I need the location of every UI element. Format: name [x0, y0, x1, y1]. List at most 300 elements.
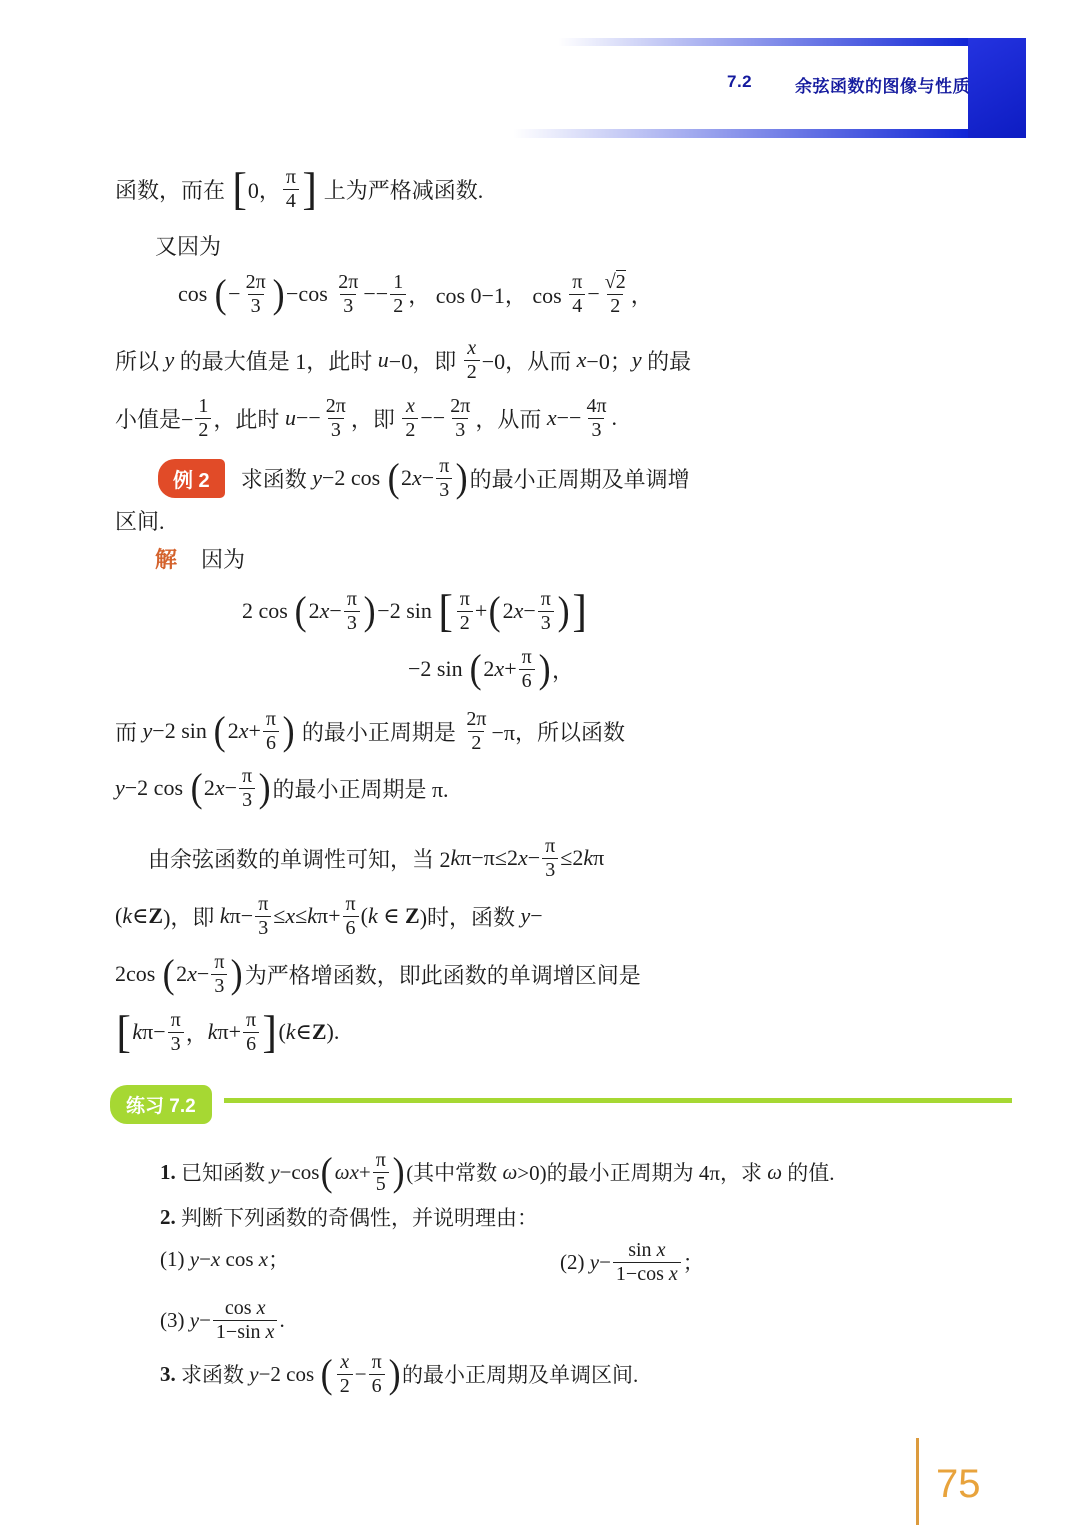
text-run: )，即 — [163, 904, 220, 930]
math-fraction — [569, 271, 585, 317]
math-fraction — [243, 271, 269, 317]
text-line — [115, 762, 449, 814]
fraction-numerator: π — [572, 271, 583, 294]
math-fraction — [335, 271, 361, 317]
text-run: cos — [220, 1246, 259, 1271]
big-paren: ) — [258, 765, 271, 810]
equation-line — [178, 262, 653, 326]
math-fraction — [255, 893, 271, 939]
math-var: x — [214, 775, 225, 800]
math-var: x — [668, 1262, 678, 1285]
big-bracket: [ — [231, 163, 247, 214]
math-fraction — [464, 337, 480, 383]
text-run: + — [358, 1159, 371, 1184]
math-var: k — [307, 903, 317, 928]
fraction-denominator: 6 — [519, 669, 535, 692]
fraction-denominator: 3 — [255, 916, 271, 939]
math-var: k — [207, 1019, 218, 1044]
text-run: ( — [278, 1019, 286, 1044]
text-run: sin — [628, 1239, 657, 1262]
text-run: + — [504, 656, 517, 681]
text-run: (2) — [560, 1249, 590, 1274]
math-var: x — [517, 845, 528, 870]
fraction-denominator: 6 — [263, 731, 279, 754]
text-run: − — [199, 1246, 211, 1271]
text-run: ， — [630, 282, 653, 308]
text-run: 由余弦函数的单调性可知，当 2 — [148, 846, 451, 872]
math-fraction — [337, 1351, 353, 1397]
math-var: y — [142, 718, 153, 743]
math-var: x — [238, 718, 249, 743]
text-run: 的值. — [782, 1161, 835, 1185]
fraction-numerator: π — [258, 893, 269, 916]
text-run: 1−sin — [215, 1320, 266, 1343]
fraction-denominator: 3 — [344, 611, 360, 634]
text-run: 上为严格减函数. — [318, 177, 484, 203]
math-fraction — [239, 765, 255, 811]
big-paren: ) — [231, 951, 244, 996]
text-run: −2 sin — [408, 656, 469, 681]
exercise-number: 2. — [160, 1204, 176, 1229]
text-run: 求函数 — [175, 1363, 250, 1387]
text-run: 2 — [176, 961, 188, 986]
text-run: cos — [178, 281, 213, 306]
fraction-numerator: x — [340, 1351, 350, 1374]
header-title: 余弦函数的图像与性质 — [795, 77, 970, 96]
fraction-denominator: 6 — [243, 1032, 259, 1055]
text-run: 2 — [483, 656, 495, 681]
text-run: ≤ — [295, 903, 308, 928]
sqrt-overline: 2 — [615, 271, 626, 294]
math-var: y — [164, 347, 175, 372]
big-paren: ) — [282, 708, 295, 753]
text-run: 1−cos — [615, 1262, 669, 1285]
math-fraction — [373, 1149, 389, 1195]
fraction-denominator — [213, 1320, 278, 1343]
math-var: x — [187, 961, 197, 986]
math-fraction — [538, 588, 554, 634]
math-var: y — [115, 775, 125, 800]
big-paren: ) — [392, 1149, 405, 1194]
text-run: . — [611, 405, 618, 430]
math-var: ω — [767, 1159, 783, 1184]
math-fraction — [168, 1009, 184, 1055]
math-var: x — [349, 1159, 359, 1184]
text-run: 0， — [247, 177, 281, 203]
text-run: 的最小正周期是 — [296, 719, 462, 745]
math-var: x — [319, 598, 330, 623]
fraction-numerator: π — [545, 835, 556, 858]
text-run: + — [474, 598, 488, 623]
fraction-numerator — [602, 271, 629, 293]
page-number: 75 — [936, 1462, 981, 1506]
text-run: −2 sin — [377, 598, 438, 623]
math-var: x — [412, 465, 422, 490]
math-fraction — [390, 271, 406, 317]
text-line — [115, 333, 691, 387]
fraction-denominator: 2 — [457, 611, 473, 634]
math-var: k — [219, 903, 230, 928]
fraction-numerator — [222, 1297, 269, 1319]
text-run: 2cos — [115, 961, 161, 986]
math-var: y — [249, 1361, 259, 1386]
header-blue-box — [968, 38, 1026, 138]
fraction-denominator: 3 — [239, 788, 255, 811]
fraction-numerator: π — [375, 1149, 386, 1172]
math-var: x — [210, 1246, 221, 1271]
text-run: −− — [295, 405, 321, 430]
text-run: >0)的最小正周期为 4π，求 — [517, 1161, 768, 1185]
practice-rule — [224, 1098, 1012, 1103]
math-fraction — [602, 271, 629, 317]
fraction-denominator: 2 — [390, 294, 406, 317]
math-fraction — [323, 395, 349, 441]
math-fraction — [344, 588, 360, 634]
text-run: ( — [360, 903, 368, 928]
text-run: −0； — [586, 348, 632, 374]
exercise-line — [160, 1203, 538, 1231]
math-var: u — [284, 405, 296, 430]
big-paren: ( — [488, 588, 501, 633]
fraction-numerator: x — [467, 337, 477, 360]
fraction-numerator: π — [214, 951, 225, 974]
math-var: x — [546, 405, 557, 430]
big-paren: ) — [557, 588, 570, 633]
header-section-number: 7.2 — [727, 72, 753, 91]
math-var: k — [583, 845, 594, 870]
math-fraction — [583, 395, 609, 441]
text-line — [115, 889, 543, 943]
text-run: (其中常数 — [406, 1161, 503, 1185]
text-run: ∈ — [132, 903, 149, 928]
fraction-numerator: 2π — [466, 708, 487, 731]
text-run: −− — [420, 405, 446, 430]
text-run: ∈ — [377, 903, 405, 928]
fraction-numerator: π — [285, 166, 296, 189]
fraction-numerator: x — [405, 395, 415, 418]
sqrt-sign: √ — [604, 271, 616, 294]
big-paren: ( — [387, 455, 400, 500]
math-var: x — [513, 598, 524, 623]
fraction-numerator: π — [346, 588, 357, 611]
big-paren: ) — [363, 588, 376, 633]
text-run: −− — [363, 281, 389, 306]
text-run: − — [523, 598, 536, 623]
text-run: 的最小正周期及单调增 — [469, 466, 690, 492]
fraction-denominator: 4 — [283, 189, 299, 212]
math-set-symbol: Z — [311, 1019, 327, 1044]
text-run: 所以 — [115, 348, 165, 374]
math-var: x — [265, 1320, 275, 1343]
big-paren: ) — [455, 455, 468, 500]
fraction-numerator: π — [371, 1351, 382, 1374]
text-run: (3) — [160, 1307, 190, 1332]
exercise-line — [160, 1146, 835, 1198]
text-run: 而 — [115, 719, 143, 745]
text-run: 因为 — [201, 546, 246, 572]
equation-line — [408, 644, 574, 694]
fraction-numerator: π — [521, 646, 532, 669]
text-line — [115, 1004, 339, 1060]
text-run: 又因为 — [155, 233, 222, 259]
text-run: 2 — [502, 598, 514, 623]
fraction-numerator: π — [265, 708, 276, 731]
text-run: 区间. — [115, 508, 165, 534]
text-run: ( — [115, 903, 123, 928]
math-fraction — [195, 395, 211, 441]
math-var: x — [576, 347, 587, 372]
math-var: y — [312, 465, 322, 490]
exercise-number: 1. — [160, 1159, 176, 1184]
math-fraction — [447, 395, 473, 441]
text-run: 2 — [401, 465, 413, 490]
text-run: − — [199, 1307, 211, 1332]
fraction-denominator: 6 — [369, 1374, 385, 1397]
big-bracket: ] — [262, 1006, 278, 1057]
text-run: π+ — [316, 903, 341, 928]
text-run: + — [248, 718, 261, 743]
text-run: − — [354, 1361, 367, 1386]
text-run: 小值是− — [115, 406, 194, 432]
text-run: 为严格增函数，即此函数的单调增区间是 — [244, 962, 641, 988]
math-var: k — [132, 1019, 143, 1044]
fraction-denominator: 3 — [328, 418, 344, 441]
math-fraction — [463, 708, 489, 754]
math-var: y — [189, 1307, 200, 1332]
fraction-numerator: π — [439, 455, 450, 478]
exercise-line — [560, 1234, 704, 1290]
big-paren: ) — [388, 1351, 401, 1396]
math-fraction — [457, 588, 473, 634]
math-set-symbol: Z — [148, 903, 164, 928]
math-var: k — [122, 903, 133, 928]
math-fraction — [542, 835, 558, 881]
math-var: y — [270, 1159, 280, 1184]
fraction-numerator: 1 — [198, 395, 209, 418]
practice-badge: 练习 7.2 — [110, 1085, 212, 1124]
big-paren: ) — [538, 646, 551, 691]
fraction-denominator: 4 — [569, 294, 585, 317]
text-run: . — [279, 1307, 285, 1332]
big-paren: ( — [214, 271, 227, 316]
math-fraction — [343, 893, 359, 939]
fraction-denominator: 3 — [211, 974, 227, 997]
fraction-denominator: 3 — [542, 858, 558, 881]
math-fraction — [211, 951, 227, 997]
text-run: 函数，而在 — [115, 177, 231, 203]
math-fraction — [263, 708, 279, 754]
math-fraction — [283, 166, 299, 212]
fraction-numerator: π — [459, 588, 470, 611]
text-line — [115, 506, 165, 534]
text-run: − — [530, 903, 543, 928]
solution-label: 解 — [155, 546, 178, 572]
exercise-line — [160, 1244, 289, 1274]
math-var: x — [494, 656, 505, 681]
math-var: y — [631, 347, 642, 372]
text-run: ； — [682, 1251, 704, 1275]
math-var: k — [367, 903, 378, 928]
text-run: π−π≤2 — [460, 845, 518, 870]
big-bracket: [ — [438, 585, 454, 636]
math-var: y — [520, 903, 531, 928]
text-run: ； — [268, 1248, 290, 1272]
text-run: − — [329, 598, 342, 623]
big-paren: ( — [162, 951, 175, 996]
math-fraction — [243, 1009, 259, 1055]
text-run: π+ — [217, 1019, 242, 1044]
text-run: −− — [556, 405, 582, 430]
text-run: 的最小正周期及单调区间. — [402, 1363, 639, 1387]
fraction-denominator: 2 — [464, 360, 480, 383]
text-line — [115, 703, 625, 759]
fraction-numerator: 1 — [393, 271, 404, 294]
text-run: − — [587, 281, 600, 306]
fraction-numerator: π — [540, 588, 551, 611]
page-rule — [916, 1438, 919, 1525]
text-run: ∈ — [295, 1019, 312, 1044]
fraction-denominator: 2 — [607, 294, 623, 317]
big-bracket: ] — [572, 585, 588, 636]
text-run: ). — [326, 1019, 340, 1044]
text-line — [115, 390, 617, 446]
math-var: x — [258, 1246, 269, 1271]
fraction-denominator: 2 — [468, 731, 484, 754]
text-run: 的最 — [641, 348, 692, 374]
text-run: ≤ — [273, 903, 286, 928]
fraction-numerator: π — [246, 1009, 257, 1032]
math-set-symbol: Z — [405, 903, 420, 928]
text-run: 判断下列函数的奇偶性，并说明理由： — [175, 1206, 538, 1230]
text-run: −cos — [286, 281, 334, 306]
text-line — [115, 160, 483, 218]
text-run: −2 cos — [258, 1361, 320, 1386]
text-run: π− — [142, 1019, 166, 1044]
text-run: 求函数 — [240, 466, 313, 492]
text-run: 的最小正周期是 π. — [272, 776, 449, 802]
big-paren: ( — [214, 708, 227, 753]
math-var: ω — [334, 1159, 350, 1184]
text-run: ，即 — [350, 406, 401, 432]
math-var: u — [377, 347, 389, 372]
text-run: −π，所以函数 — [491, 719, 625, 745]
text-run: − — [196, 961, 210, 986]
text-run: ， cos 0−1， cos — [408, 282, 568, 308]
text-run: − — [224, 775, 238, 800]
big-paren: ( — [294, 588, 307, 633]
fraction-numerator — [625, 1239, 668, 1261]
big-bracket: ] — [302, 163, 317, 214]
big-paren: ) — [272, 271, 285, 316]
math-fraction — [519, 646, 535, 692]
text-line — [115, 948, 641, 1000]
big-paren: ( — [321, 1149, 334, 1194]
math-var: x — [285, 903, 296, 928]
math-var: x — [656, 1239, 666, 1262]
fraction-numerator: 4π — [586, 395, 607, 418]
math-fraction — [213, 1297, 278, 1343]
text-run: ，从而 — [475, 406, 547, 432]
math-var: k — [450, 845, 461, 870]
text-run: (1) — [160, 1246, 190, 1271]
fraction-numerator: 2π — [245, 271, 266, 294]
math-var: y — [189, 1246, 200, 1271]
text-run: ≤2 — [560, 845, 584, 870]
text-run: 已知函数 — [175, 1161, 271, 1185]
text-run: 2 — [203, 775, 215, 800]
text-run: 2 — [227, 718, 239, 743]
text-run: ，此时 — [213, 406, 285, 432]
big-paren: ( — [190, 765, 203, 810]
math-var: k — [285, 1019, 296, 1044]
math-fraction — [369, 1351, 385, 1397]
header-band-bottom — [513, 129, 968, 138]
exercise-line — [160, 1292, 285, 1348]
fraction-denominator: 2 — [195, 418, 211, 441]
text-run: ， — [552, 657, 575, 683]
math-var: ω — [502, 1159, 518, 1184]
fraction-denominator: 3 — [248, 294, 264, 317]
fraction-denominator: 2 — [337, 1374, 353, 1397]
big-paren: ( — [321, 1351, 334, 1396]
big-bracket: [ — [116, 1006, 131, 1057]
math-fraction — [613, 1239, 681, 1285]
example-line — [158, 452, 690, 504]
fraction-denominator: 2 — [402, 418, 418, 441]
fraction-denominator: 5 — [373, 1172, 389, 1195]
fraction-denominator: 6 — [343, 916, 359, 939]
fraction-denominator: 3 — [538, 611, 554, 634]
text-run: − — [527, 845, 541, 870]
solution-line — [155, 544, 245, 572]
text-run: 2 — [308, 598, 320, 623]
fraction-denominator: 3 — [588, 418, 604, 441]
fraction-numerator: 2π — [338, 271, 359, 294]
fraction-numerator: π — [242, 765, 253, 788]
fraction-numerator: 2π — [325, 395, 346, 418]
math-fraction — [436, 455, 452, 501]
text-run: 的最大值是 1，此时 — [174, 348, 378, 374]
text-run: cos — [224, 1297, 257, 1320]
text-run: 2 cos — [242, 598, 294, 623]
fraction-denominator: 3 — [452, 418, 468, 441]
text-run: −2 sin — [152, 718, 213, 743]
example-badge: 例 2 — [158, 459, 225, 498]
math-fraction — [402, 395, 418, 441]
fraction-numerator: 2π — [450, 395, 471, 418]
fraction-numerator: π — [345, 893, 356, 916]
fraction-denominator: 3 — [340, 294, 356, 317]
exercise-line — [160, 1348, 638, 1400]
text-run: − — [421, 465, 435, 490]
fraction-denominator: 3 — [168, 1032, 184, 1055]
fraction-denominator: 3 — [436, 478, 452, 501]
text-run: − — [228, 281, 241, 306]
text-run: −2 cos — [321, 465, 386, 490]
text-line — [148, 831, 604, 885]
fraction-numerator: π — [170, 1009, 181, 1032]
text-run: −0，即 — [388, 348, 462, 374]
equation-line — [242, 580, 589, 642]
math-var: x — [256, 1297, 266, 1320]
text-run: −2 cos — [124, 775, 189, 800]
text-line — [155, 231, 221, 259]
big-paren: ( — [469, 646, 482, 691]
text-run: π− — [229, 903, 254, 928]
text-run: )时，函数 — [419, 904, 521, 930]
text-run: ， — [185, 1020, 208, 1046]
text-run: −0，从而 — [481, 348, 577, 374]
